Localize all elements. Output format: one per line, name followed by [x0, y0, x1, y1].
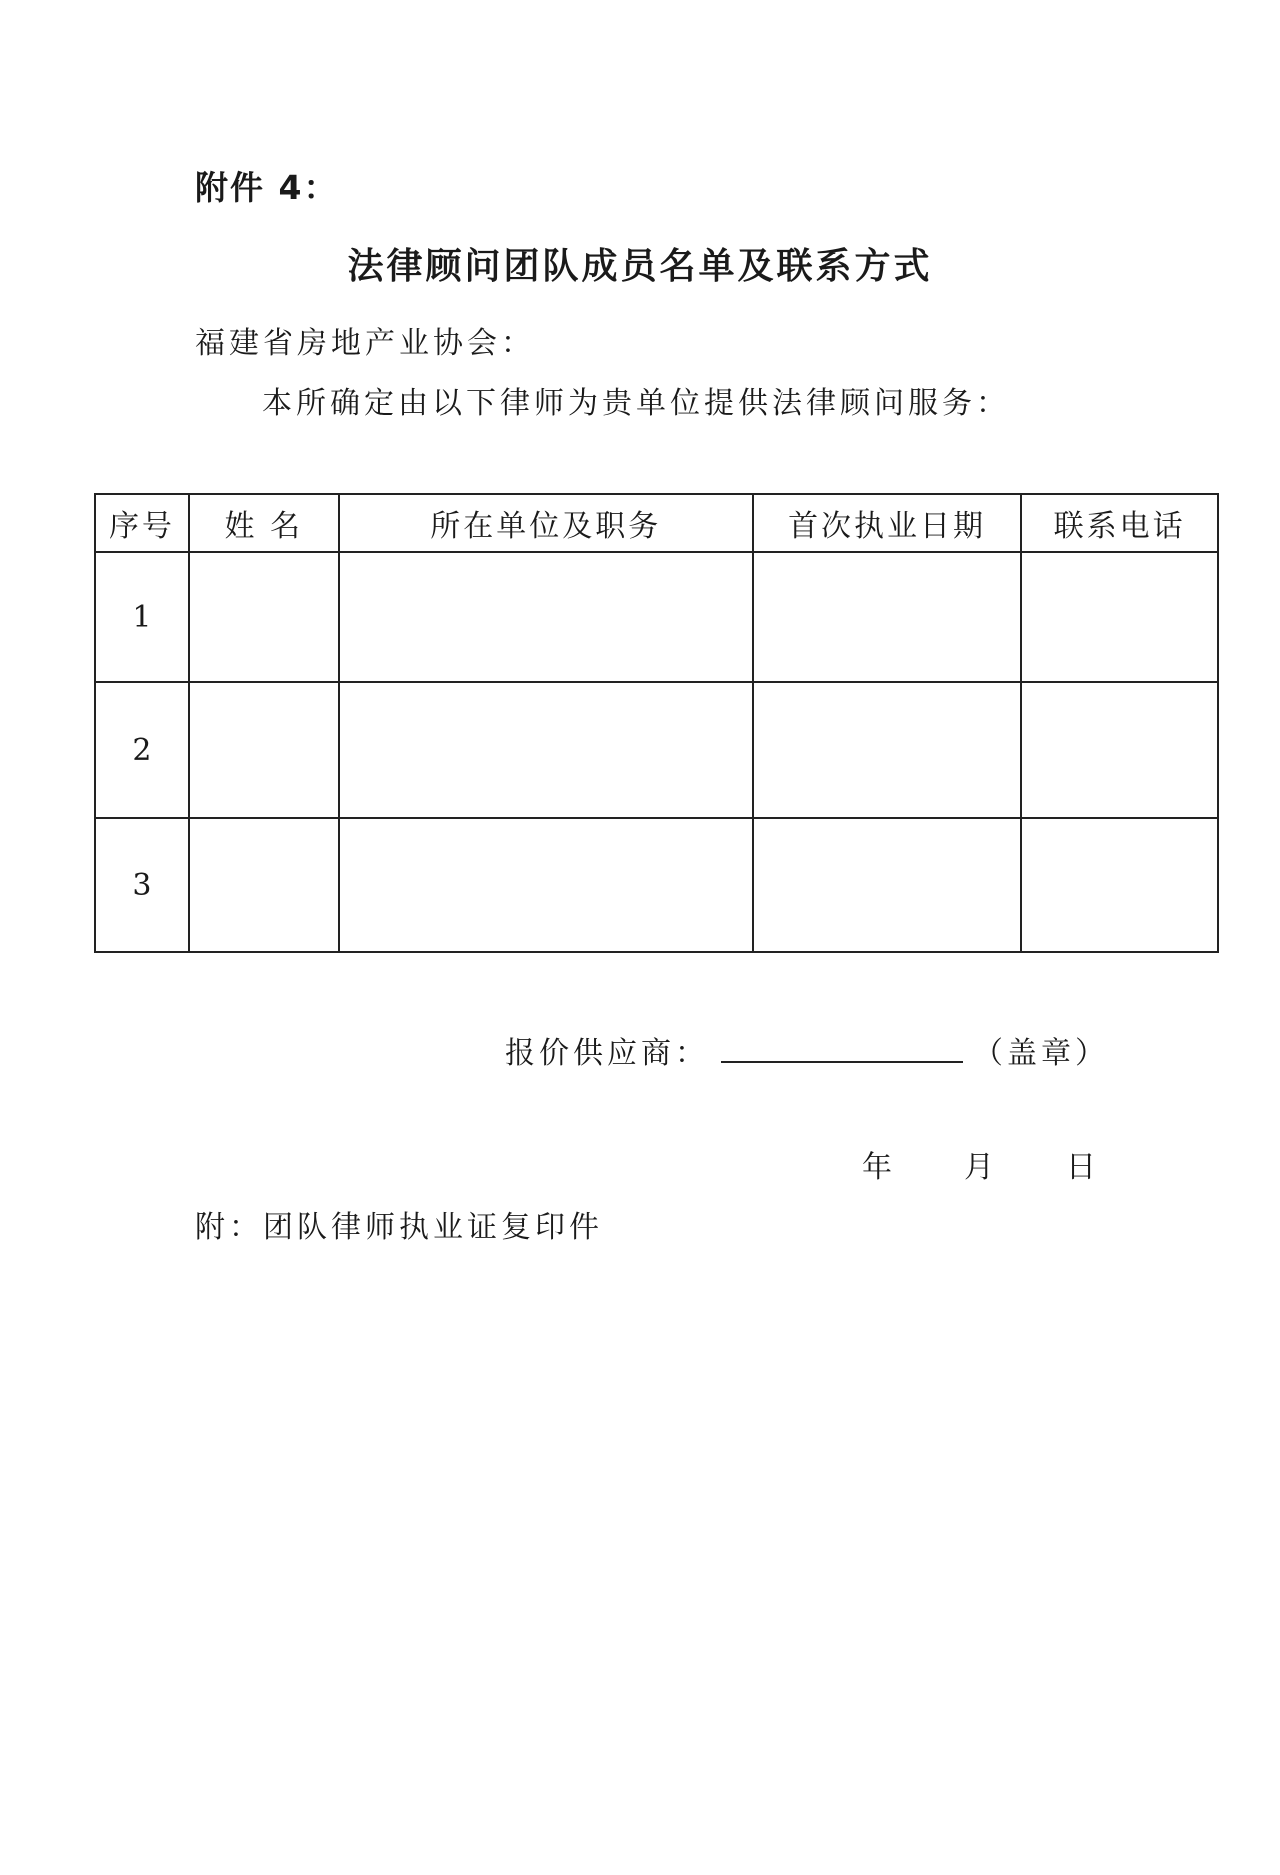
date-month-label: 月 — [964, 1150, 994, 1185]
cell-first-practice-date[interactable] — [753, 818, 1022, 952]
attachment-label: 附件 4： — [195, 168, 339, 207]
cell-name[interactable] — [189, 818, 339, 952]
table-header-row — [95, 494, 1218, 552]
cell-name[interactable] — [189, 552, 339, 682]
cell-first-practice-date[interactable] — [753, 552, 1022, 682]
intro-paragraph: 本所确定由以下律师为贵单位提供法律顾问服务： — [262, 386, 1010, 421]
enclosure-note: 附：团队律师执业证复印件 — [195, 1210, 603, 1245]
table-row — [95, 818, 1218, 952]
header-name: 姓 名 — [189, 494, 339, 552]
cell-phone[interactable] — [1021, 818, 1218, 952]
cell-name[interactable] — [189, 682, 339, 818]
table-row — [95, 682, 1218, 818]
cell-phone[interactable] — [1021, 552, 1218, 682]
header-phone: 联系电话 — [1021, 494, 1218, 552]
document-title: 法律顾问团队成员名单及联系方式 — [347, 246, 933, 287]
date-year-label: 年 — [862, 1150, 892, 1185]
cell-unit-position[interactable] — [339, 818, 753, 952]
team-roster-table — [94, 493, 1219, 953]
supplier-label: 报价供应商： — [505, 1036, 709, 1071]
cell-first-practice-date[interactable] — [753, 682, 1022, 818]
addressee: 福建省房地产业协会： — [195, 326, 535, 361]
cell-number: 1 — [95, 552, 189, 682]
cell-unit-position[interactable] — [339, 552, 753, 682]
header-number: 序号 — [95, 494, 189, 552]
supplier-signature-line — [505, 1028, 1109, 1072]
table-row — [95, 552, 1218, 682]
cell-number: 2 — [95, 682, 189, 818]
seal-note: （盖章） — [973, 1036, 1109, 1071]
header-first-practice-date: 首次执业日期 — [753, 494, 1022, 552]
header-unit-position: 所在单位及职务 — [339, 494, 753, 552]
date-day-label: 日 — [1066, 1150, 1096, 1185]
cell-unit-position[interactable] — [339, 682, 753, 818]
supplier-blank-field[interactable] — [721, 1033, 963, 1063]
cell-phone[interactable] — [1021, 682, 1218, 818]
date-line — [862, 1142, 1096, 1186]
cell-number: 3 — [95, 818, 189, 952]
